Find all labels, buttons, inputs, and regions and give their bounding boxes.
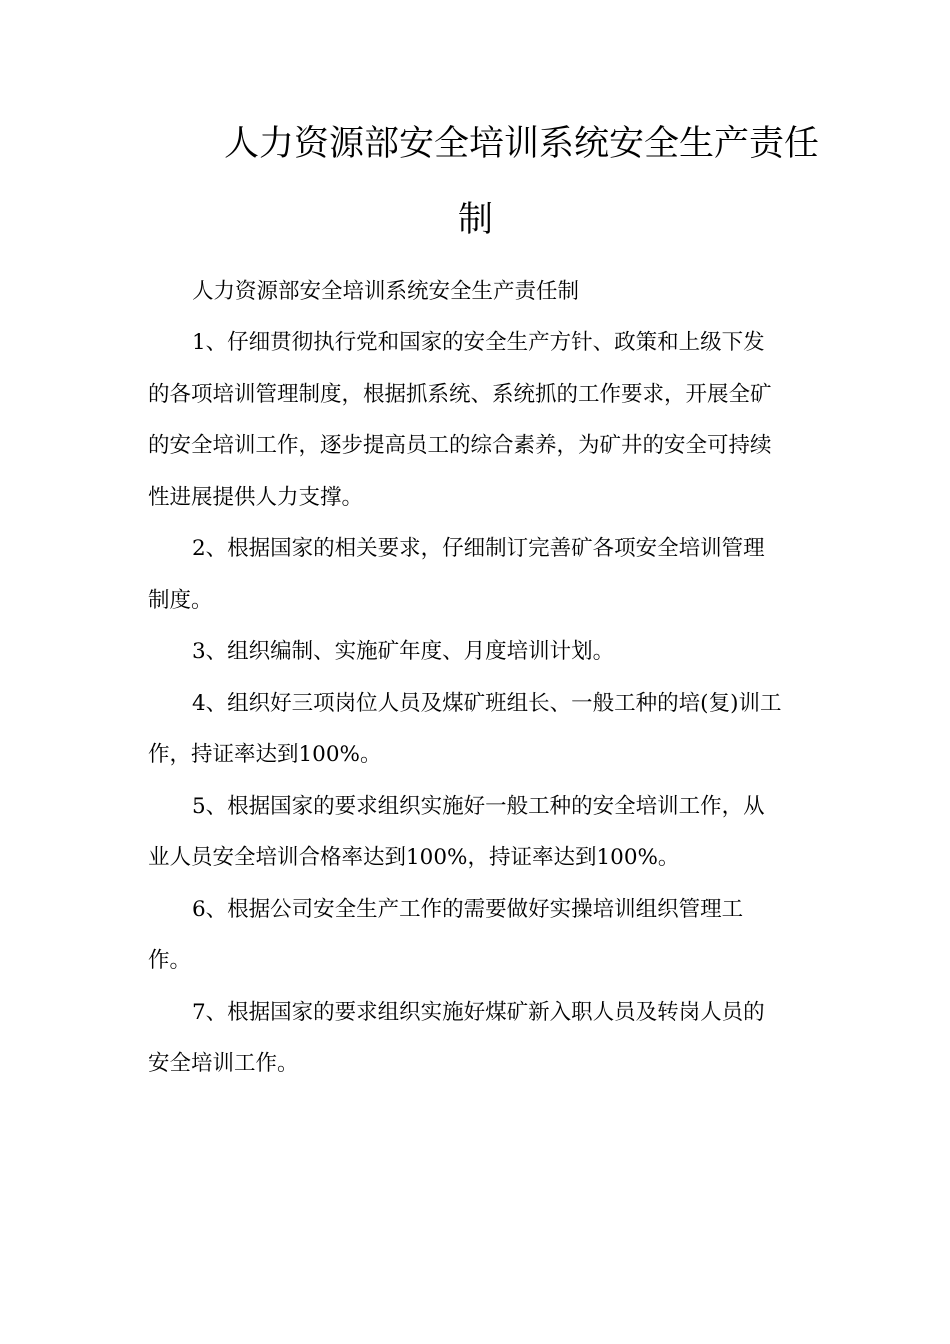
paragraph-line: 业人员安全培训合格率达到100%，持证率达到100%。 bbox=[148, 845, 680, 870]
paragraph-line: 安全培训工作。 bbox=[148, 1051, 299, 1076]
document-title-line-1: 人力资源部安全培训系统安全生产责任 bbox=[224, 124, 820, 164]
paragraph-line: 性进展提供人力支撑。 bbox=[148, 485, 364, 510]
paragraph-line: 4、组织好三项岗位人员及煤矿班组长、一般工种的培(复)训工 bbox=[192, 691, 782, 716]
document-title-line-2: 制 bbox=[458, 200, 494, 240]
paragraph-line: 1、仔细贯彻执行党和国家的安全生产方针、政策和上级下发 bbox=[192, 330, 765, 355]
paragraph-line: 5、根据国家的要求组织实施好一般工种的安全培训工作，从 bbox=[192, 794, 765, 819]
paragraph-line: 6、根据公司安全生产工作的需要做好实操培训组织管理工 bbox=[192, 897, 744, 922]
paragraph-line: 的各项培训管理制度，根据抓系统、系统抓的工作要求，开展全矿 bbox=[148, 382, 772, 407]
paragraph-line: 7、根据国家的要求组织实施好煤矿新入职人员及转岗人员的 bbox=[192, 1000, 765, 1025]
paragraph-line: 3、组织编制、实施矿年度、月度培训计划。 bbox=[192, 639, 615, 664]
paragraph-line: 作。 bbox=[148, 948, 192, 973]
paragraph-line: 作，持证率达到100%。 bbox=[148, 742, 382, 767]
paragraph-line: 的安全培训工作，逐步提高员工的综合素养，为矿井的安全可持续 bbox=[148, 433, 772, 458]
paragraph-line: 制度。 bbox=[148, 588, 213, 613]
paragraph-line: 2、根据国家的相关要求，仔细制订完善矿各项安全培训管理 bbox=[192, 536, 765, 561]
document-subtitle: 人力资源部安全培训系统安全生产责任制 bbox=[192, 279, 580, 304]
